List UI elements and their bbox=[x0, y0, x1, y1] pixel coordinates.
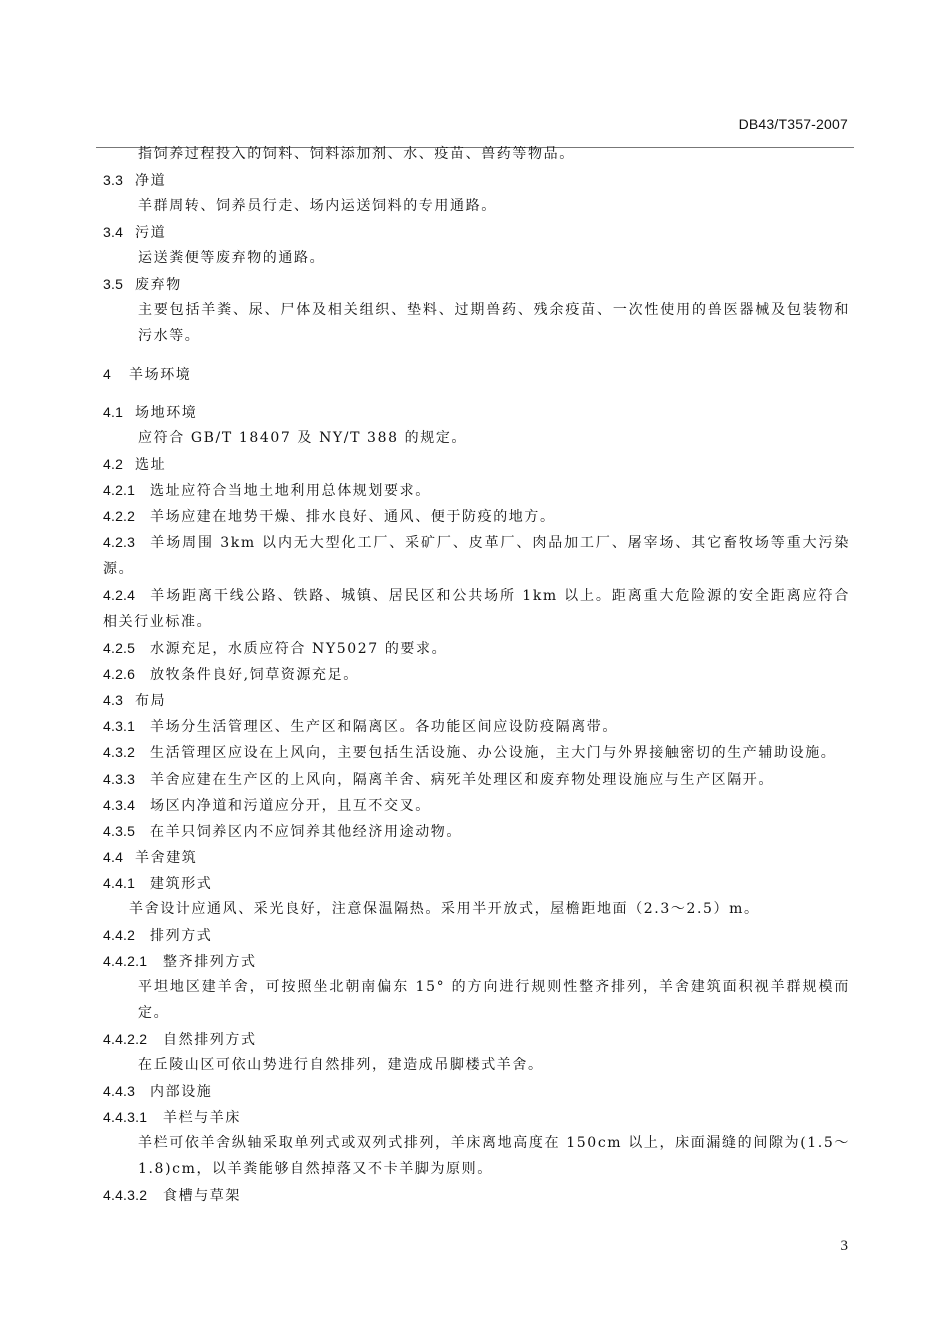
clause-text: 在羊只饲养区内不应饲养其他经济用途动物。 bbox=[150, 824, 462, 840]
clause-number: 4.2.2 bbox=[103, 508, 136, 524]
paragraph: 运送粪便等废弃物的通路。 bbox=[138, 250, 326, 266]
clause-number: 4.3.2 bbox=[103, 744, 136, 760]
section-number: 4.4.3 bbox=[103, 1083, 136, 1099]
section-number: 4.4.2.2 bbox=[103, 1031, 148, 1047]
paragraph: 羊舍设计应通风、采光良好，注意保温隔热。采用半开放式，屋檐距地面（2.3～2.5）m。 bbox=[129, 901, 760, 917]
page-body bbox=[103, 141, 850, 1208]
clause-number: 4.2.1 bbox=[103, 482, 136, 498]
section-heading-4-4-3-1 bbox=[103, 1104, 850, 1130]
clause-4-3-3 bbox=[103, 766, 850, 792]
paragraph: 羊群周转、饲养员行走、场内运送饲料的专用通路。 bbox=[138, 198, 497, 214]
clause-4-3-2 bbox=[103, 739, 850, 766]
clause-4-2-5 bbox=[103, 635, 850, 661]
section-title: 污道 bbox=[135, 225, 167, 241]
section-number: 4 bbox=[103, 366, 111, 382]
section-title: 场地环境 bbox=[135, 405, 198, 421]
section-number: 4.4.2 bbox=[103, 927, 136, 943]
clause-number: 4.3.3 bbox=[103, 771, 136, 787]
section-heading-4-2 bbox=[103, 451, 850, 477]
section-title: 内部设施 bbox=[150, 1084, 213, 1100]
clause-text: 羊场周围 3km 以内无大型化工厂、采矿厂、皮革厂、肉品加工厂、屠宰场、其它畜牧场等重大污染源。 bbox=[103, 535, 850, 577]
clause-4-2-3 bbox=[103, 529, 850, 582]
clause-number: 4.3.5 bbox=[103, 823, 136, 839]
paragraph: 主要包括羊粪、尿、尸体及相关组织、垫料、过期兽药、残余疫苗、一次性使用的兽医器械及包装物和污水等。 bbox=[138, 302, 850, 344]
section-title: 羊场环境 bbox=[129, 367, 192, 383]
paragraph: 在丘陵山区可依山势进行自然排列，建造成吊脚楼式羊舍。 bbox=[138, 1057, 544, 1073]
clause-text: 场区内净道和污道应分开，且互不交叉。 bbox=[150, 798, 431, 814]
section-number: 4.4.2.1 bbox=[103, 953, 148, 969]
section-title: 自然排列方式 bbox=[163, 1032, 257, 1048]
clause-text: 选址应符合当地土地利用总体规划要求。 bbox=[150, 483, 431, 499]
page-number: 3 bbox=[840, 1238, 848, 1254]
section-number: 4.1 bbox=[103, 404, 124, 420]
section-heading-3-4 bbox=[103, 219, 850, 245]
section-number: 4.2 bbox=[103, 456, 124, 472]
document-code: DB43/T357-2007 bbox=[738, 116, 848, 132]
section-number: 3.5 bbox=[103, 276, 124, 292]
clause-4-3-1 bbox=[103, 713, 850, 739]
section-number: 3.4 bbox=[103, 224, 124, 240]
section-title: 选址 bbox=[135, 457, 167, 473]
paragraph: 平坦地区建羊舍，可按照坐北朝南偏东 15° 的方向进行规则性整齐排列，羊舍建筑面积视羊群规模而定。 bbox=[138, 979, 850, 1021]
clause-number: 4.2.3 bbox=[103, 534, 136, 550]
section-title: 食槽与草架 bbox=[163, 1188, 241, 1204]
section-heading-4-4-1 bbox=[103, 870, 850, 896]
section-number: 3.3 bbox=[103, 172, 124, 188]
section-heading-4-1 bbox=[103, 399, 850, 425]
clause-number: 4.2.6 bbox=[103, 666, 136, 682]
section-number: 4.3 bbox=[103, 692, 124, 708]
clause-text: 羊舍应建在生产区的上风向，隔离羊舍、病死羊处理区和废弃物处理设施应与生产区隔开。 bbox=[150, 772, 774, 788]
section-heading-4-4-2-1 bbox=[103, 948, 850, 974]
section-number: 4.4.3.2 bbox=[103, 1187, 148, 1203]
clause-text: 羊场分生活管理区、生产区和隔离区。各功能区间应设防疫隔离带。 bbox=[150, 719, 618, 735]
clause-number: 4.3.4 bbox=[103, 797, 136, 813]
clause-4-2-4 bbox=[103, 582, 850, 635]
section-title: 建筑形式 bbox=[150, 876, 213, 892]
chapter-heading-4 bbox=[103, 361, 850, 387]
paragraph: 指饲养过程投入的饲料、饲料添加剂、水、疫苗、兽药等物品。 bbox=[138, 146, 575, 162]
clause-text: 生活管理区应设在上风向，主要包括生活设施、办公设施，主大门与外界接触密切的生产辅助设施。 bbox=[150, 745, 837, 761]
section-heading-4-4-2-2 bbox=[103, 1026, 850, 1052]
section-heading-3-5 bbox=[103, 271, 850, 297]
section-title: 布局 bbox=[135, 693, 167, 709]
section-number: 4.4 bbox=[103, 849, 124, 865]
section-title: 羊舍建筑 bbox=[135, 850, 198, 866]
section-title: 废弃物 bbox=[135, 277, 182, 293]
clause-4-2-1 bbox=[103, 477, 850, 503]
section-title: 排列方式 bbox=[150, 928, 213, 944]
section-title: 整齐排列方式 bbox=[163, 954, 257, 970]
clause-number: 4.2.4 bbox=[103, 587, 136, 603]
paragraph: 应符合 GB/T 18407 及 NY/T 388 的规定。 bbox=[138, 430, 468, 446]
section-heading-4-4-3-2 bbox=[103, 1182, 850, 1208]
section-number: 4.4.1 bbox=[103, 875, 136, 891]
section-heading-4-4-2 bbox=[103, 922, 850, 948]
clause-text: 羊场应建在地势干燥、排水良好、通风、便于防疫的地方。 bbox=[150, 509, 556, 525]
section-heading-4-4 bbox=[103, 844, 850, 870]
clause-4-2-6 bbox=[103, 661, 850, 687]
clause-text: 水源充足，水质应符合 NY5027 的要求。 bbox=[150, 641, 448, 657]
clause-4-3-4 bbox=[103, 792, 850, 818]
paragraph: 羊栏可依羊舍纵轴采取单列式或双列式排列，羊床离地高度在 150cm 以上，床面漏缝的间隙为(1.5～1.8)cm，以羊粪能够自然掉落又不卡羊脚为原则。 bbox=[138, 1135, 850, 1177]
section-title: 净道 bbox=[135, 173, 167, 189]
clause-text: 羊场距离干线公路、铁路、城镇、居民区和公共场所 1km 以上。距离重大危险源的安全距离应符合相关行业标准。 bbox=[103, 588, 850, 630]
section-heading-4-3 bbox=[103, 687, 850, 713]
section-number: 4.4.3.1 bbox=[103, 1109, 148, 1125]
clause-number: 4.3.1 bbox=[103, 718, 136, 734]
section-heading-3-3 bbox=[103, 167, 850, 193]
clause-text: 放牧条件良好,饲草资源充足。 bbox=[150, 667, 359, 683]
clause-number: 4.2.5 bbox=[103, 640, 136, 656]
clause-4-3-5 bbox=[103, 818, 850, 844]
clause-4-2-2 bbox=[103, 503, 850, 529]
section-heading-4-4-3 bbox=[103, 1078, 850, 1104]
section-title: 羊栏与羊床 bbox=[163, 1110, 241, 1126]
